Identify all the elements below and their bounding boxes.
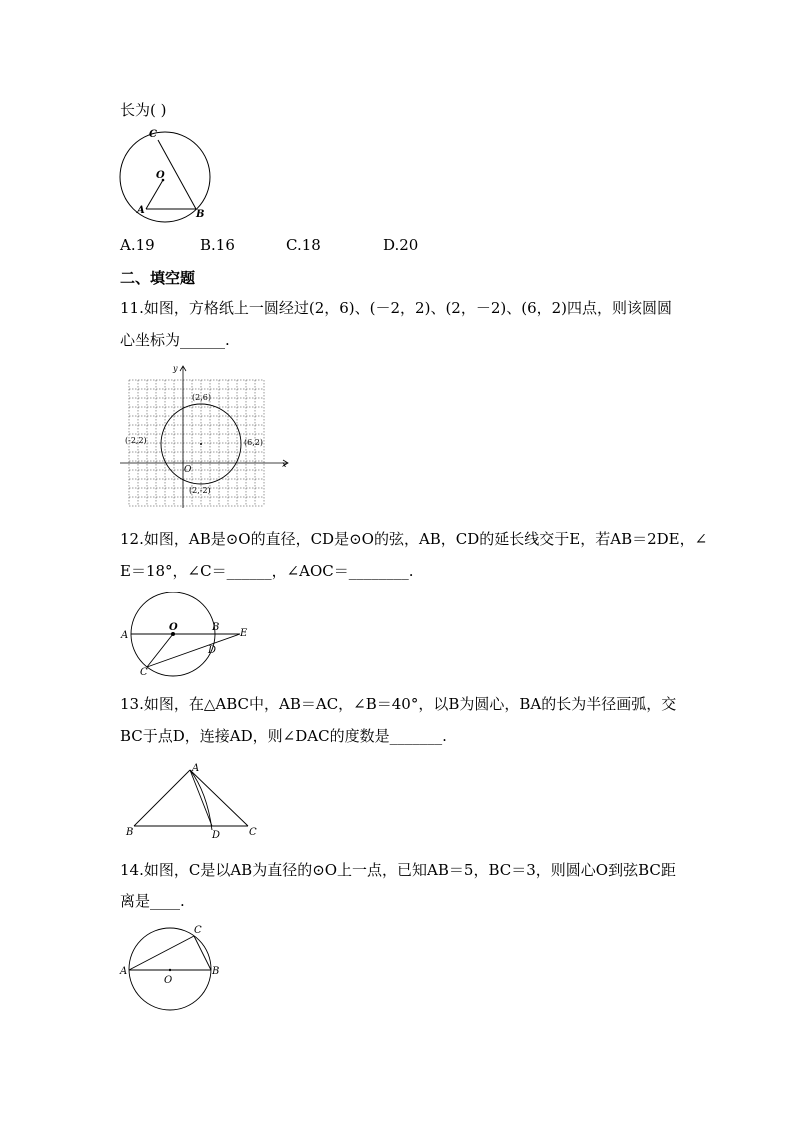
q12-label-c: C — [140, 667, 148, 678]
q14-line-1: 14.如图，C是以AB为直径的⊙O上一点，已知AB＝5，BC＝3，则圆心O到弦BC距 — [120, 861, 676, 879]
q12-line-2: E＝18°，∠C＝______，∠AOC＝________. — [120, 562, 414, 580]
q12-label-e: E — [240, 628, 248, 639]
q13-line-2: BC于点D，连接AD，则∠DAC的度数是_______. — [120, 727, 447, 745]
q14-label-c: C — [194, 925, 202, 936]
q11-grid-figure — [118, 362, 294, 508]
q14-label-o: O — [164, 975, 173, 986]
q12-line-1: 12.如图，AB是⊙O的直径，CD是⊙O的弦，AB，CD的延长线交于E，若AB＝2DE，∠ — [120, 530, 708, 548]
q13-label-a: A — [192, 763, 200, 774]
q11-line-2: 心坐标为______. — [120, 331, 230, 349]
q14-label-a: A — [120, 966, 128, 977]
q11-label-y: y — [173, 364, 178, 373]
q10-label-o: O — [156, 170, 165, 181]
q11-label-left-point: (-2,2) — [125, 436, 147, 445]
q13-label-d: D — [212, 830, 221, 840]
q10-circle-figure — [118, 128, 218, 226]
q12-label-d: D — [208, 645, 217, 656]
q11-line-1: 11.如图，方格纸上一圆经过(2，6)、(－2，2)、(2，－2)、(6，2)四点，则该圆圆 — [120, 299, 673, 317]
q12-circle-figure — [118, 592, 258, 682]
q13-line-1: 13.如图，在△ABC中，AB＝AC，∠B＝40°，以B为圆心，BA的长为半径画弧，交 — [120, 695, 677, 713]
q14-line-2: 离是____. — [120, 892, 185, 910]
q11-label-bottom-point: (2,-2) — [189, 486, 211, 495]
q13-label-b: B — [126, 827, 134, 838]
q14-label-b: B — [212, 966, 220, 977]
q13-triangle-figure — [118, 760, 264, 840]
q10-choice-d: D.20 — [383, 236, 419, 254]
q10-label-a: A — [137, 205, 145, 216]
q11-label-x: x — [282, 460, 287, 469]
q12-label-o: O — [169, 622, 178, 633]
q10-choice-c: C.18 — [286, 236, 321, 254]
q11-label-o: O — [184, 465, 192, 475]
q10-label-b: B — [196, 209, 205, 220]
q10-label-c: C — [149, 129, 157, 140]
q10-stem-tail: 长为( ) — [120, 101, 167, 119]
q12-label-a: A — [121, 630, 129, 641]
q13-label-c: C — [249, 827, 257, 838]
q11-label-top-point: (2,6) — [192, 393, 211, 402]
q11-label-right-point: (6,2) — [244, 438, 263, 447]
q14-circle-figure — [118, 924, 228, 1012]
q10-choice-b: B.16 — [200, 236, 235, 254]
q10-choice-a: A.19 — [120, 236, 155, 254]
q12-label-b: B — [212, 622, 220, 633]
section-title: 二、填空题 — [120, 269, 196, 287]
